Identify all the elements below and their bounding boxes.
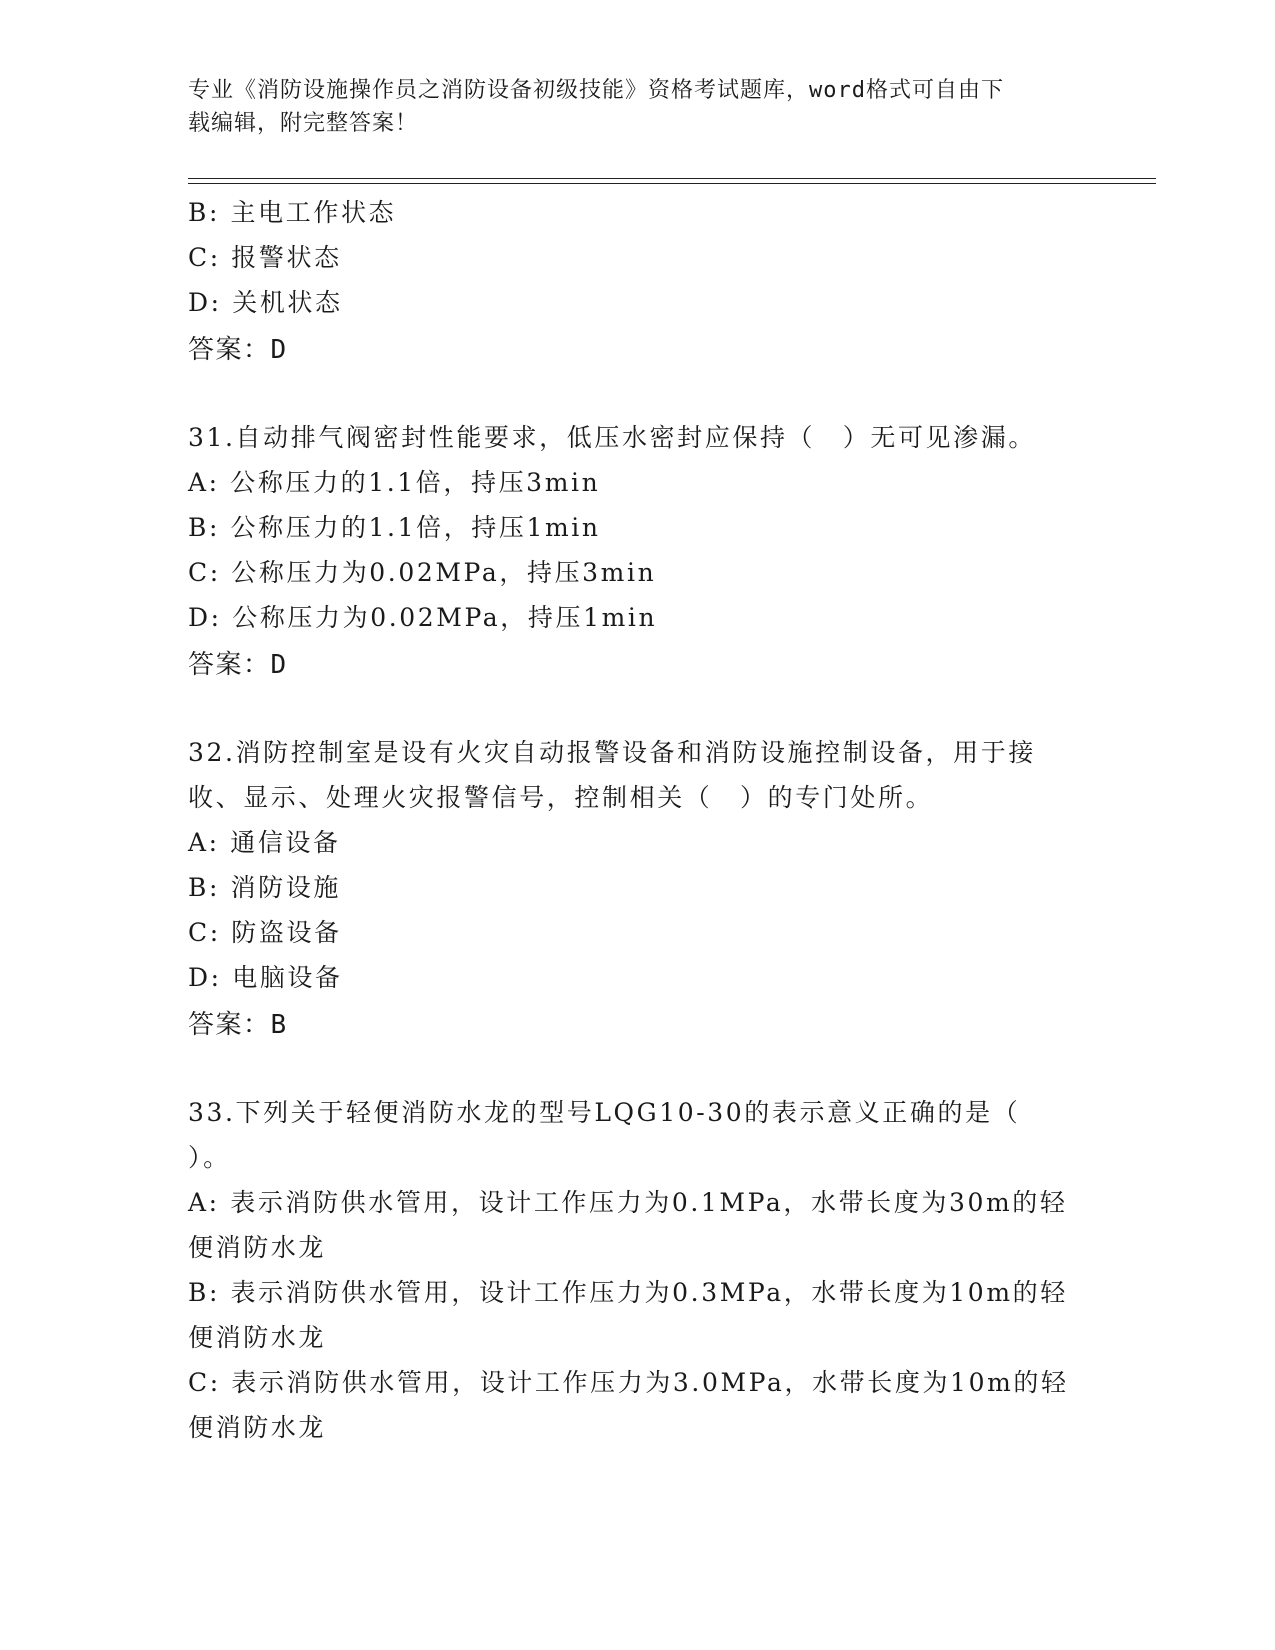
q30-option-c: C: 报警状态 [188,243,342,272]
header-line-1: 专业《消防设施操作员之消防设备初级技能》资格考试题库，word格式可自由下 [188,78,1004,103]
q31-option-c: C: 公称压力为0.02MPa，持压3min [188,558,657,587]
q32-stem-line-2: 收、显示、处理火灾报警信号，控制相关（ ）的专门处所。 [188,783,934,812]
q33-option-b-line-1: B: 表示消防供水管用，设计工作压力为0.3MPa，水带长度为10m的轻 [188,1278,1068,1307]
q32-option-a: A: 通信设备 [188,828,341,857]
q31-answer: 答案：D [188,650,288,680]
q33-stem-line-2: ）。 [188,1143,231,1172]
q33-option-b-line-2: 便消防水龙 [188,1323,327,1352]
q32-option-b: B: 消防设施 [188,873,341,902]
q33-option-c-line-2: 便消防水龙 [188,1413,327,1442]
q30-option-b: B: 主电工作状态 [188,198,397,227]
header-divider-bottom [188,183,1156,184]
q33-stem-line-1: 33.下列关于轻便消防水龙的型号LQG10-30的表示意义正确的是（ [188,1098,1021,1127]
q30-answer: 答案：D [188,335,288,365]
header-line-2: 载编辑，附完整答案！ [188,111,419,136]
q32-stem-line-1: 32.消防控制室是设有火灾自动报警设备和消防设施控制设备，用于接 [188,738,1036,767]
q32-option-d: D: 电脑设备 [188,963,343,992]
q31-option-a: A: 公称压力的1.1倍，持压3min [188,468,601,497]
q33-option-a-line-2: 便消防水龙 [188,1233,327,1262]
q31-option-d: D: 公称压力为0.02MPa，持压1min [188,603,658,632]
q32-answer: 答案：B [188,1010,288,1040]
q33-option-c-line-1: C: 表示消防供水管用，设计工作压力为3.0MPa，水带长度为10m的轻 [188,1368,1069,1397]
q30-option-d: D: 关机状态 [188,288,343,317]
q33-option-a-line-1: A: 表示消防供水管用，设计工作压力为0.1MPa，水带长度为30m的轻 [188,1188,1068,1217]
q31-option-b: B: 公称压力的1.1倍，持压1min [188,513,601,542]
q31-stem: 31.自动排气阀密封性能要求，低压水密封应保持（ ）无可见渗漏。 [188,423,1036,452]
q32-option-c: C: 防盗设备 [188,918,342,947]
document-header [188,74,1068,140]
header-divider-top [188,178,1156,179]
